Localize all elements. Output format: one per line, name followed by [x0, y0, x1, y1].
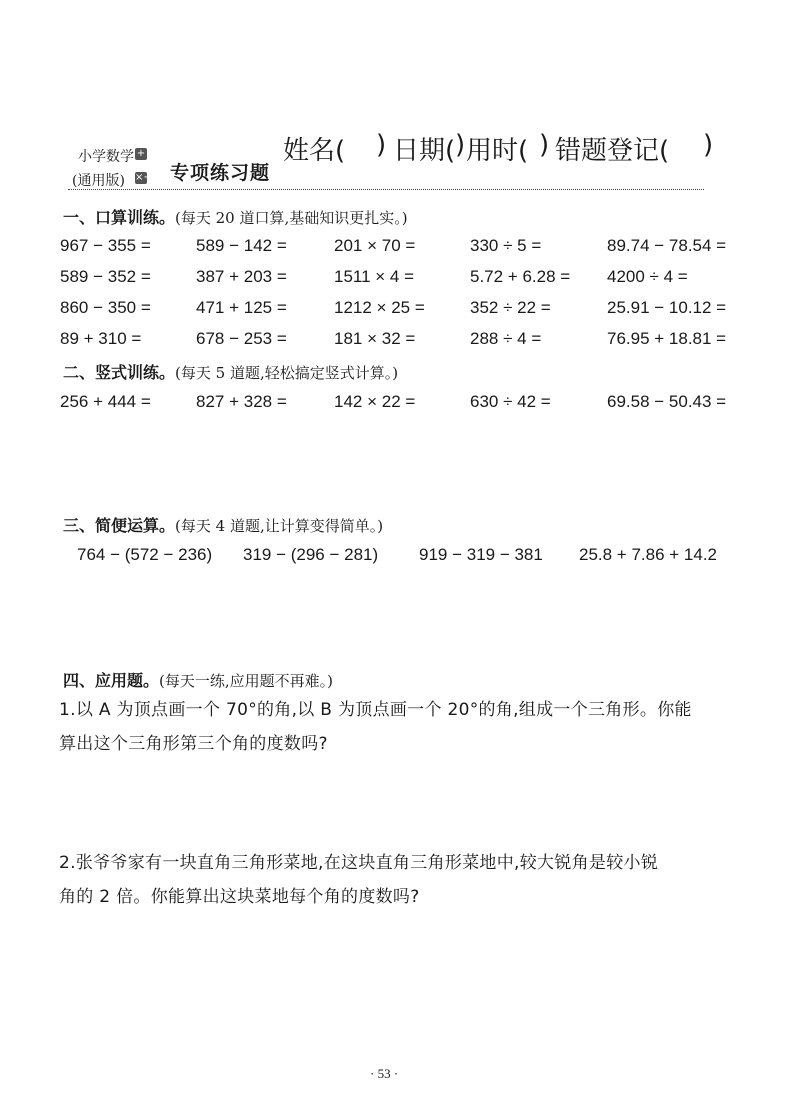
vertical-calc-item: 630 ÷ 42 = — [470, 392, 551, 411]
times-divide-icon: ×÷ — [135, 172, 152, 183]
date-field-close: ) — [455, 130, 466, 160]
calc-item: 589 − 352 = — [60, 267, 151, 286]
vertical-calc-item: 69.58 − 50.43 = — [607, 392, 727, 411]
section1-title: 一、口算训练。 — [63, 208, 176, 227]
problem1-line1: 1.以 A 为顶点画一个 70°的角,以 B 为顶点画一个 20°的角,组成一个三角形。你能 — [59, 700, 692, 720]
date-field-label: 日期( — [393, 136, 456, 166]
section3-note: (每天 4 道题,让计算变得简单。) — [175, 517, 384, 535]
calc-item: 201 × 70 = — [334, 236, 416, 255]
brand-title: 专项练习题 — [170, 162, 271, 184]
problem1-line2: 算出这个三角形第三个角的度数吗? — [59, 734, 328, 754]
section1-heading — [63, 205, 408, 228]
vertical-calc-item: 142 × 22 = — [334, 392, 416, 411]
section2-note: (每天 5 道题,轻松搞定竖式计算。) — [175, 364, 399, 382]
calc-item: 387 + 203 = — [196, 267, 287, 286]
time-field-close: ) — [539, 130, 550, 160]
section4-title: 四、应用题。 — [63, 671, 160, 690]
vertical-calc-item: 827 + 328 = — [196, 392, 287, 411]
name-field-label: 姓名( — [283, 136, 346, 166]
calc-item: 25.91 − 10.12 = — [607, 298, 727, 317]
calc-item: 1511 × 4 = — [334, 267, 415, 286]
name-field-close: ) — [376, 130, 387, 160]
simplify-item: 919 − 319 − 381 — [419, 545, 543, 564]
simplify-item: 319 − (296 − 281) — [243, 545, 379, 564]
simplify-item: 25.8 + 7.86 + 14.2 — [579, 545, 718, 564]
problem2-line2: 角的 2 倍。你能算出这块菜地每个角的度数吗? — [59, 887, 420, 907]
section2-heading — [63, 360, 398, 383]
errors-field-label: 错题登记( — [555, 136, 670, 166]
header-divider — [68, 189, 704, 190]
page-number: · 53 · — [370, 1066, 399, 1081]
brand-line-1: 小学数学 — [78, 149, 134, 165]
word-problem-2 — [59, 846, 759, 914]
calc-item: 330 ÷ 5 = — [470, 236, 542, 255]
calc-item: 860 − 350 = — [60, 298, 151, 317]
calc-item: 1212 × 25 = — [334, 298, 425, 317]
section3-title: 三、简便运算。 — [63, 516, 176, 535]
calc-item: 967 − 355 = — [60, 236, 151, 255]
word-problem-1 — [59, 693, 759, 761]
vertical-calc-item: 256 + 444 = — [60, 392, 151, 411]
section3-heading — [63, 513, 383, 536]
section4-note: (每天一练,应用题不再难。) — [159, 672, 333, 690]
calc-item: 288 ÷ 4 = — [470, 329, 542, 348]
calc-item: 89 + 310 = — [60, 329, 142, 348]
problem2-line1: 2.张爷爷家有一块直角三角形菜地,在这块直角三角形菜地中,较大锐角是较小锐 — [59, 853, 659, 873]
calc-item: 471 + 125 = — [196, 298, 287, 317]
errors-field-close: ) — [703, 130, 714, 160]
calc-item: 589 − 142 = — [196, 236, 287, 255]
calc-item: 678 − 253 = — [196, 329, 287, 348]
time-field-label: 用时( — [466, 136, 529, 166]
calc-item: 5.72 + 6.28 = — [470, 267, 571, 286]
section1-note: (每天 20 道口算,基础知识更扎实。) — [175, 209, 408, 227]
section2-title: 二、竖式训练。 — [63, 363, 176, 382]
calc-item: 76.95 + 18.81 = — [607, 329, 727, 348]
brand-block — [72, 140, 271, 189]
section4-heading — [63, 668, 333, 691]
calc-item: 352 ÷ 22 = — [470, 298, 551, 317]
calc-item: 89.74 − 78.54 = — [607, 236, 727, 255]
brand-line-2: (通用版) — [72, 173, 125, 189]
plus-minus-icon: +− — [136, 148, 146, 171]
simplify-item: 764 − (572 − 236) — [77, 545, 213, 564]
calc-item: 4200 ÷ 4 = — [607, 267, 688, 286]
calc-item: 181 × 32 = — [334, 329, 416, 348]
